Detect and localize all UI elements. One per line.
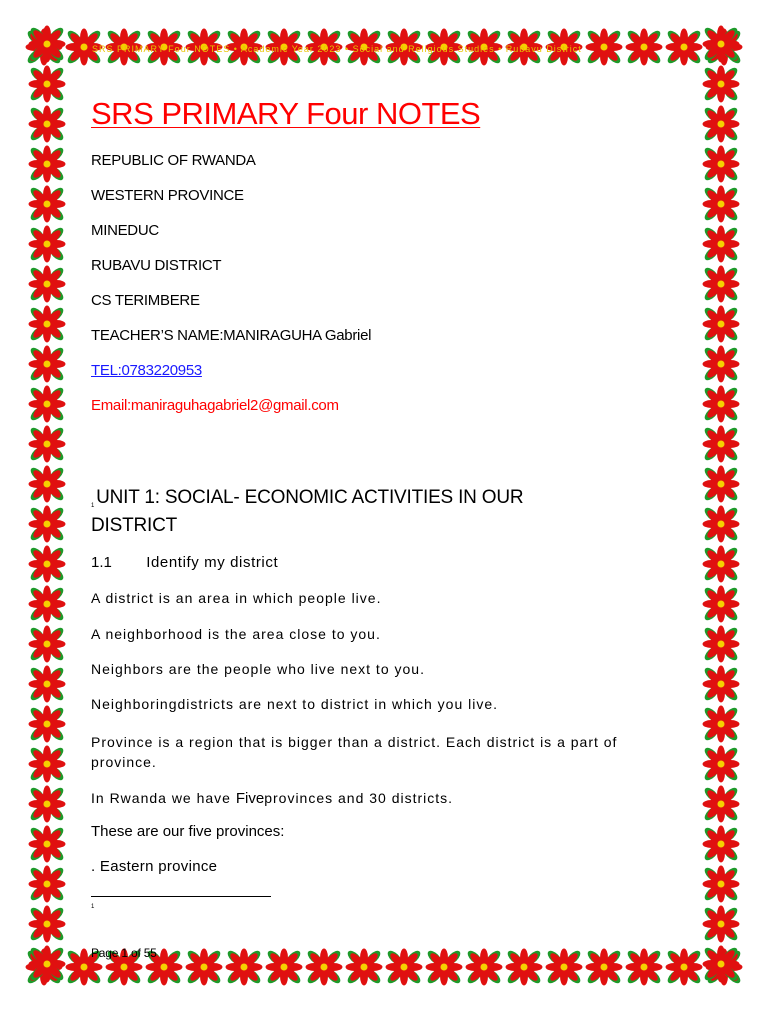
paragraph-neighbors: Neighbors are the people who live next to you.	[91, 661, 425, 677]
poinsettia-flower-icon	[25, 62, 69, 106]
paragraph-neighboring-districts: Neighboringdistricts are next to district in which you live.	[91, 696, 499, 712]
poinsettia-flower-icon	[302, 945, 346, 989]
poinsettia-flower-icon	[699, 342, 743, 386]
poinsettia-flower-icon	[699, 902, 743, 946]
poinsettia-flower-icon	[699, 142, 743, 186]
section-title: Identify my district	[146, 554, 279, 571]
phone-link[interactable]: TEL:0783220953	[91, 362, 202, 379]
poinsettia-flower-icon	[699, 742, 743, 786]
paragraph-provinces-count	[91, 790, 453, 807]
poinsettia-flower-icon	[699, 62, 743, 106]
poinsettia-flower-icon	[25, 262, 69, 306]
paragraph-province: Province is a region that is bigger than a district. Each district is a part of province.	[91, 734, 618, 770]
school-line: CS TERIMBERE	[91, 292, 200, 309]
list-item-eastern-province: . Eastern province	[91, 858, 218, 875]
poinsettia-flower-icon	[699, 582, 743, 626]
poinsettia-flower-icon	[502, 945, 546, 989]
poinsettia-flower-icon	[422, 945, 466, 989]
poinsettia-flower-icon	[25, 902, 69, 946]
poinsettia-flower-icon	[25, 102, 69, 146]
poinsettia-flower-icon	[699, 702, 743, 746]
poinsettia-flower-icon	[699, 182, 743, 226]
section-number: 1.1	[91, 554, 112, 571]
paragraph-neighborhood: A neighborhood is the area close to you.	[91, 626, 381, 642]
poinsettia-flower-icon	[25, 182, 69, 226]
header-banner-text: SRS PRIMARY Four NOTES • Academic Year 2023 • Social and Religious Studies • Rubavu District	[92, 44, 582, 54]
poinsettia-flower-icon	[25, 222, 69, 266]
section-heading	[91, 554, 278, 571]
teacher-line: TEACHER’S NAME:MANIRAGUHA Gabriel	[91, 327, 372, 344]
poinsettia-flower-icon	[25, 582, 69, 626]
poinsettia-flower-icon	[382, 945, 426, 989]
poinsettia-flower-icon	[222, 945, 266, 989]
border-right	[696, 22, 746, 992]
poinsettia-flower-icon	[25, 302, 69, 346]
poinsettia-flower-icon	[699, 782, 743, 826]
poinsettia-flower-icon	[25, 742, 69, 786]
poinsettia-flower-icon	[462, 945, 506, 989]
footnote-reference[interactable]: 1	[91, 503, 95, 509]
footnote-mark: 1	[91, 904, 95, 910]
poinsettia-flower-icon	[699, 262, 743, 306]
unit-heading-text: UNIT 1: SOCIAL- ECONOMIC ACTIVITIES IN OUR DISTRICT	[91, 487, 524, 536]
footnote-separator	[91, 896, 271, 897]
poinsettia-flower-icon	[542, 945, 586, 989]
poinsettia-flower-icon	[699, 822, 743, 866]
poinsettia-flower-icon	[699, 622, 743, 666]
ministry-line: MINEDUC	[91, 222, 159, 239]
poinsettia-flower-icon	[25, 622, 69, 666]
page-number: Page 1 of 55	[91, 946, 157, 960]
poinsettia-flower-icon	[699, 22, 743, 66]
poinsettia-flower-icon	[699, 302, 743, 346]
poinsettia-flower-icon	[262, 945, 306, 989]
poinsettia-flower-icon	[622, 945, 666, 989]
border-left	[22, 22, 72, 992]
poinsettia-flower-icon	[25, 942, 69, 986]
poinsettia-flower-icon	[25, 822, 69, 866]
provinces-count-five: Five	[235, 790, 265, 807]
province-line: WESTERN PROVINCE	[91, 187, 244, 204]
country-line: REPUBLIC OF RWANDA	[91, 152, 256, 169]
poinsettia-flower-icon	[582, 945, 626, 989]
poinsettia-flower-icon	[25, 862, 69, 906]
poinsettia-flower-icon	[699, 422, 743, 466]
poinsettia-flower-icon	[342, 945, 386, 989]
page-title: SRS PRIMARY Four NOTES	[91, 96, 481, 131]
provinces-count-rest: provinces and 30 districts.	[264, 790, 454, 806]
poinsettia-flower-icon	[25, 702, 69, 746]
poinsettia-flower-icon	[25, 662, 69, 706]
poinsettia-flower-icon	[699, 662, 743, 706]
poinsettia-flower-icon	[182, 945, 226, 989]
poinsettia-flower-icon	[25, 342, 69, 386]
poinsettia-flower-icon	[25, 382, 69, 426]
paragraph-district: A district is an area in which people live.	[91, 590, 382, 606]
poinsettia-flower-icon	[25, 782, 69, 826]
poinsettia-flower-icon	[699, 542, 743, 586]
paragraph-five-provinces: These are our five provinces:	[91, 823, 285, 840]
unit-heading	[91, 484, 611, 540]
poinsettia-flower-icon	[699, 102, 743, 146]
poinsettia-flower-icon	[25, 462, 69, 506]
poinsettia-flower-icon	[699, 222, 743, 266]
poinsettia-flower-icon	[25, 502, 69, 546]
poinsettia-flower-icon	[25, 142, 69, 186]
poinsettia-flower-icon	[25, 22, 69, 66]
poinsettia-flower-icon	[25, 542, 69, 586]
email-line[interactable]: Email:maniraguhagabriel2@gmail.com	[91, 397, 339, 414]
poinsettia-flower-icon	[699, 382, 743, 426]
poinsettia-flower-icon	[699, 462, 743, 506]
district-line: RUBAVU DISTRICT	[91, 257, 222, 274]
provinces-count-text: In Rwanda we have	[91, 790, 236, 806]
poinsettia-flower-icon	[699, 502, 743, 546]
poinsettia-flower-icon	[699, 942, 743, 986]
poinsettia-flower-icon	[25, 422, 69, 466]
poinsettia-flower-icon	[699, 862, 743, 906]
